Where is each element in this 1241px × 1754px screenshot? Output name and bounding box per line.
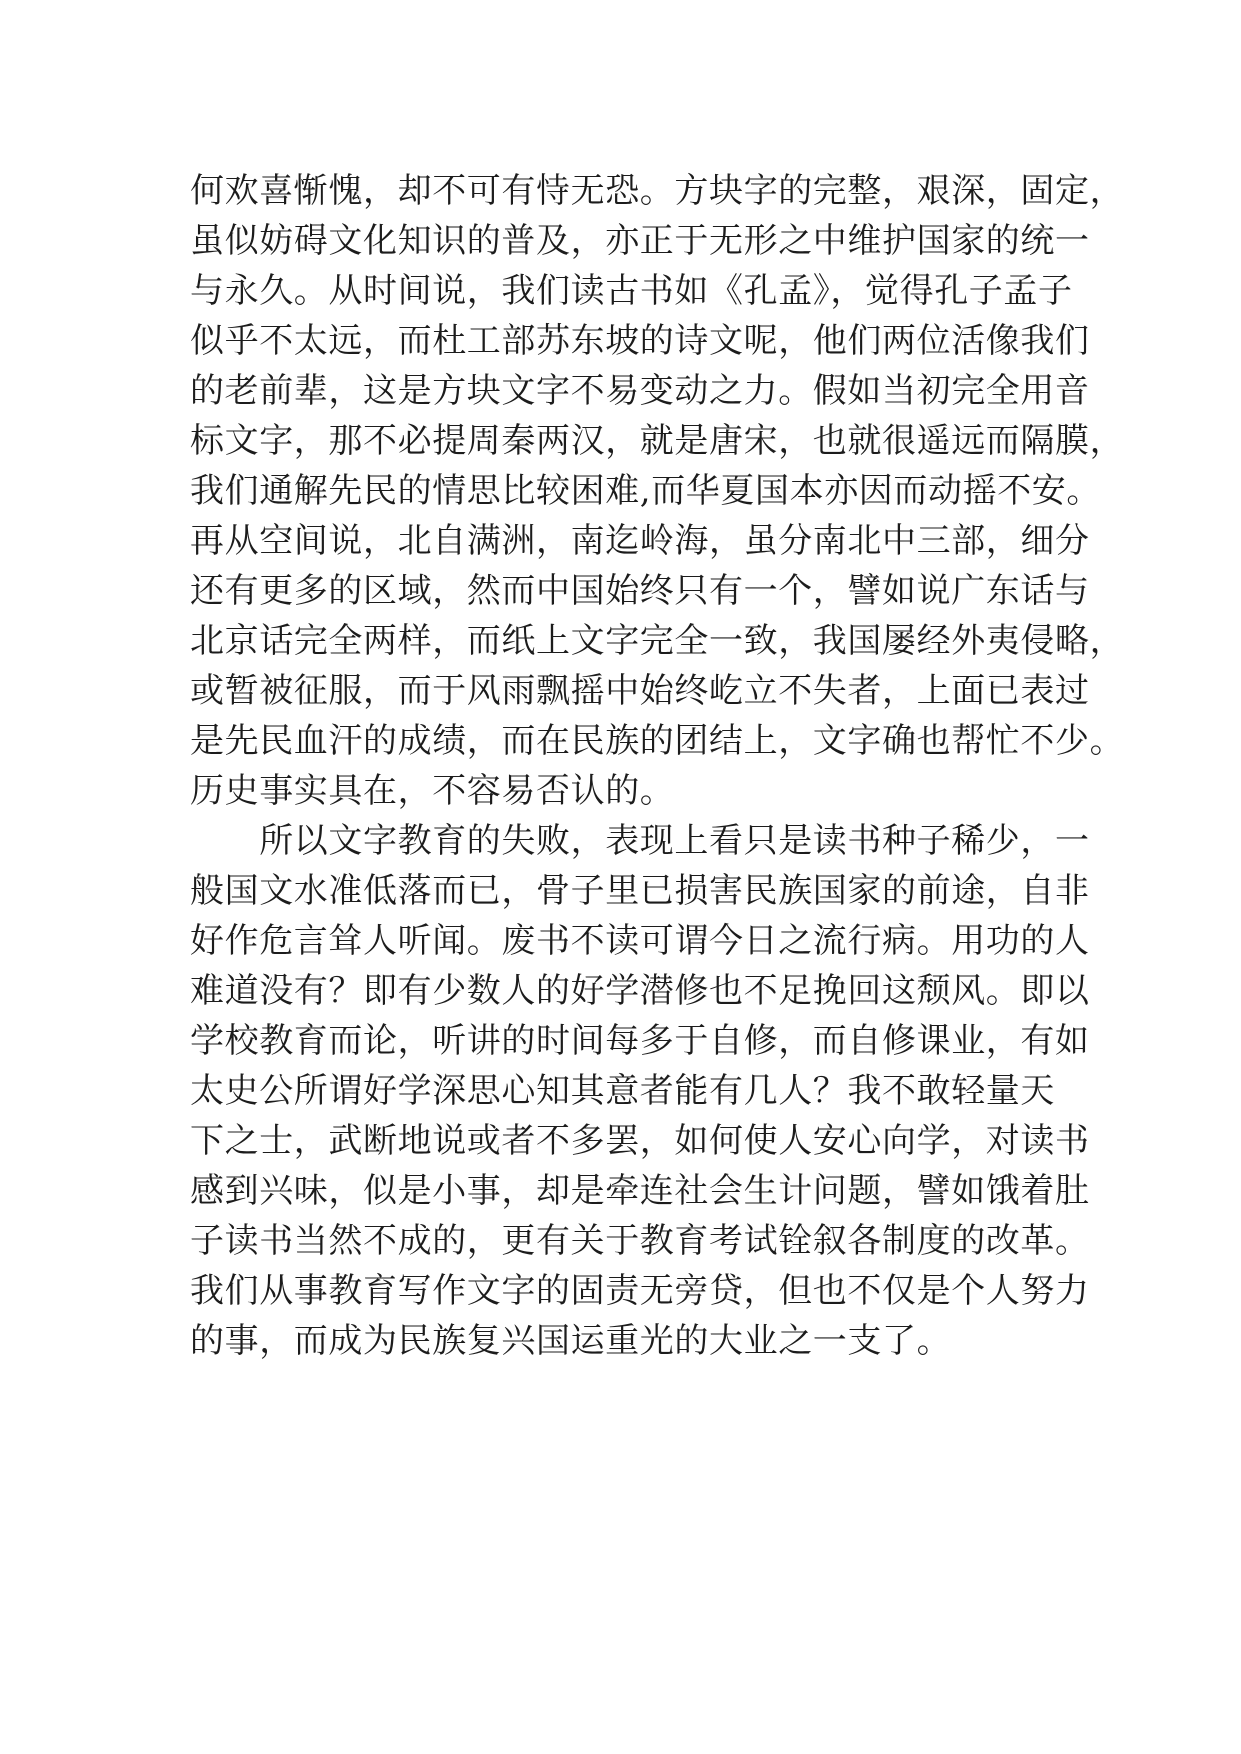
- text-line: 或暂被征服，而于风雨飘摇中始终屹立不失者，上面已表过: [190, 671, 1090, 711]
- text-line: 我们从事教育写作文字的固责无旁贷，但也不仅是个人努力: [190, 1271, 1090, 1311]
- text-line: 子读书当然不成的，更有关于教育考试铨叙各制度的改革。: [190, 1221, 1090, 1261]
- text-line: 难道没有？即有少数人的好学潜修也不足挽回这颓风。即以: [190, 971, 1090, 1011]
- text-line: 是先民血汗的成绩，而在民族的团结上，文字确也帮忙不少。: [190, 721, 1125, 761]
- text-line: 北京话完全两样，而纸上文字完全一致，我国屡经外夷侵略，: [190, 621, 1125, 661]
- text-line: 历史事实具在，不容易否认的。: [190, 771, 675, 811]
- paragraph-2: [190, 816, 1090, 1366]
- text-line: 还有更多的区域，然而中国始终只有一个，譬如说广东话与: [190, 571, 1090, 611]
- text-line: 所以文字教育的失败，表现上看只是读书种子稀少，一: [190, 821, 1090, 861]
- text-line: 的老前辈，这是方块文字不易变动之力。假如当初完全用音: [190, 371, 1090, 411]
- text-line: 虽似妨碍文化知识的普及，亦正于无形之中维护国家的统一: [190, 221, 1090, 261]
- text-line: 再从空间说，北自满洲，南迄岭海，虽分南北中三部，细分: [190, 521, 1090, 561]
- text-line: 感到兴味，似是小事，却是牵连社会生计问题，譬如饿着肚: [190, 1171, 1090, 1211]
- text-line: 下之士，武断地说或者不多罢，如何使人安心向学，对读书: [190, 1121, 1090, 1161]
- text-line: 似乎不太远，而杜工部苏东坡的诗文呢，他们两位活像我们: [190, 321, 1090, 361]
- text-line: 般国文水准低落而已，骨子里已损害民族国家的前途，自非: [190, 871, 1090, 911]
- text-line: 学校教育而论，听讲的时间每多于自修，而自修课业，有如: [190, 1021, 1090, 1061]
- text-line: 与永久。从时间说，我们读古书如《孔孟》，觉得孔子孟子: [190, 271, 1073, 311]
- text-line: 我们通解先民的情思比较困难,而华夏国本亦因而动摇不安。: [190, 471, 1102, 511]
- text-line: 太史公所谓好学深思心知其意者能有几人？我不敢轻量天: [190, 1071, 1055, 1111]
- text-line: 标文字，那不必提周秦两汉，就是唐宋，也就很遥远而隔膜，: [190, 421, 1125, 461]
- text-line: 何欢喜惭愧，却不可有恃无恐。方块字的完整，艰深，固定，: [190, 171, 1125, 211]
- text-line: 的事，而成为民族复兴国运重光的大业之一支了。: [190, 1321, 952, 1361]
- body-text: [190, 166, 1125, 1366]
- paragraph-1: [190, 166, 1125, 816]
- text-line: 好作危言耸人听闻。废书不读可谓今日之流行病。用功的人: [190, 921, 1090, 961]
